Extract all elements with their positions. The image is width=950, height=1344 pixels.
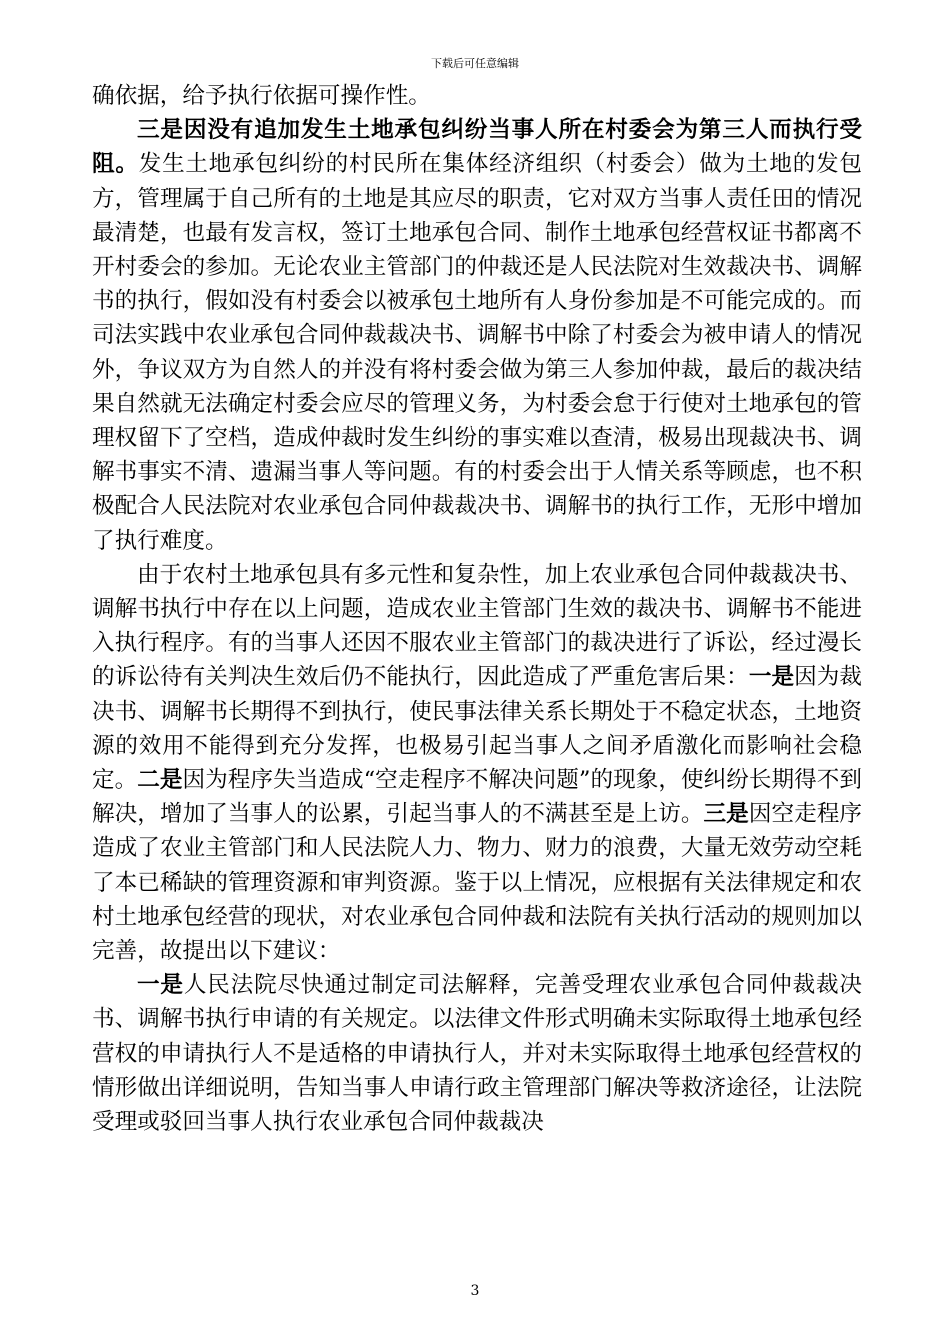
- paragraph-3: [92, 558, 862, 968]
- text-run: 因空走程序造成了农业主管部门和人民法院人力、物力、财力的浪费，大量无效劳动空耗了本已稀缺的管理资源和审判资源。鉴于以上情况，应根据有关法律规定和农村土地承包经营的现状，对农业承包合同仲裁和法院有关执行活动的规则加以完善，故提出以下建议：: [92, 801, 863, 965]
- paragraph-2: [92, 113, 862, 558]
- text-run: 发生土地承包纠纷的村民所在集体经济组织（村委会）做为土地的发包方，管理属于自己所有的土地是其应尽的职责，它对双方当事人责任田的情况最清楚，也最有发言权，签订土地承包合同、制作土地承包经营权证书都离不开村委会的参加。无论农业主管部门的仲裁还是人民法院对生效裁决书、调解书的执行，假如没有村委会以被承包土地所有人身份参加是不可能完成的。而司法实践中农业承包合同仲裁裁决书、调解书中除了村委会为被申请人的情况外，争议双方为自然人的并没有将村委会做为第三人参加仲裁，最后的裁决结果自然就无法确定村委会应尽的管理义务，为村委会怠于行使对土地承包的管理权留下了空档，造成仲裁时发生纠纷的事实难以查清，极易出现裁决书、调解书事实不清、遗漏当事人等问题。有的村委会出于人情关系等顾虑，也不积极配合人民法院对农业承包合同仲裁裁决书、调解书的执行工作，无形中增加了执行难度。: [92, 151, 863, 554]
- text-run: 由于农村土地承包具有多元性和复杂性，加上农业承包合同仲裁裁决书、调解书执行中存在以上问题，造成农业主管部门生效的裁决书、调解书不能进入执行程序。有的当事人还因不服农业主管部门的裁决进行了诉讼，经过漫长的诉讼待有关判决生效后仍不能执行，因此造成了严重危害后果：: [92, 561, 862, 691]
- paragraph-1: [92, 79, 862, 113]
- bold-run: 二是: [137, 767, 183, 794]
- bold-run: 一是: [137, 972, 184, 999]
- text-run: 因为裁决书、调解书长期得不到执行，使民事法律关系长期处于不稳定状态，土地资源的效用不能得到充分发挥，也极易引起当事人之间矛盾激化而影响社会稳定。: [92, 664, 863, 794]
- text-run: 人民法院尽快通过制定司法解释，完善受理农业承包合同仲裁裁决书、调解书执行申请的有关规定。以法律文件形式明确未实际取得土地承包经营权的申请执行人不是适格的申请执行人，并对未实际取得土地承包经营权的情形做出详细说明，告知当事人申请行政主管理部门解决等救济途径，让法院受理或驳回当事人执行农业承包合同仲裁裁决: [92, 972, 863, 1136]
- bold-run: 一是: [748, 664, 795, 691]
- bold-run: 三是: [703, 801, 749, 828]
- page-header: 下载后可任意编辑: [431, 57, 519, 70]
- bold-heading-run: 三是因没有追加发生土地承包纠纷当事人所在村委会为第三人而执行受阻。: [92, 117, 862, 178]
- paragraph-4: [92, 968, 862, 1139]
- page-number: 3: [470, 1283, 480, 1299]
- text-run: 确依据，给予执行依据可操作性。: [92, 83, 431, 109]
- document-body: [92, 79, 862, 1139]
- text-run: 因为程序失当造成“空走程序不解决问题”的现象，使纠纷长期得不到解决，增加了当事人的讼累，引起当事人的不满甚至是上访。: [92, 767, 862, 828]
